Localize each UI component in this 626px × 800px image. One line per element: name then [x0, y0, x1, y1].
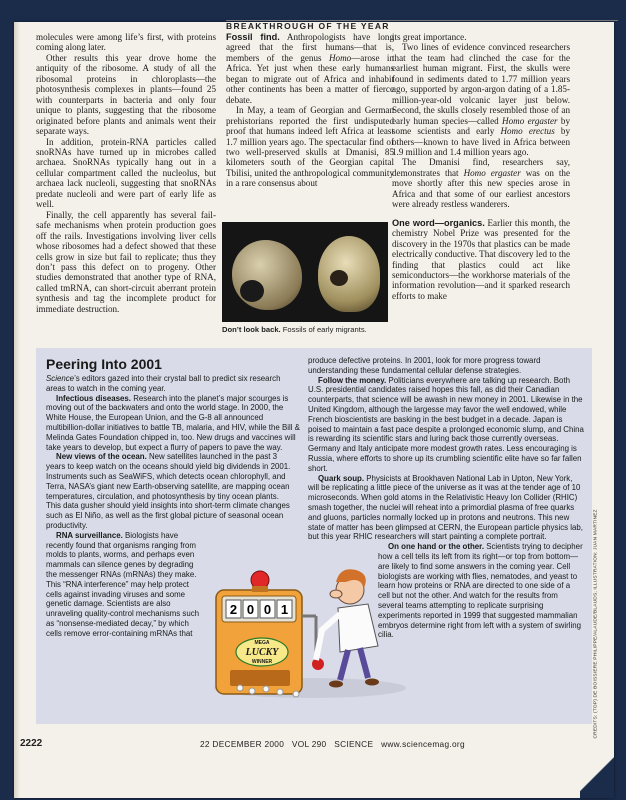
skull-eye-socket [330, 270, 348, 286]
shoe [365, 679, 379, 686]
text-run: Two lines of evidence convinced researchers that the team had clinched the case for the earliest human migrant. First, the skulls were found in sediments dated to 1.77 million years ago, supported by argon-argon dating of a 1.85-million-year-old volcanic layer just below. Second, the skulls closely resembled those of an early human species—called [392, 42, 570, 126]
lab-coat [338, 604, 378, 652]
text-run: Politicians everywhere are talking up research. Both U.S. presidential candidates raised hopes this fall, as did their Canadian counterparts, that science will be awash in new money in 2001. Likewise in the United Kingdom, although the largesse may favor the well endowed, while French bioscientists are basking in the best budget in a decade. Japan is poised to maintain a fast pace despite a prolonged economic slump, and China is rewarding its scientific stars and luring back those currently overseas. Germany and Italy anticipate more modest growth rates. Less encouraging is Russia, where efforts to shore up its crumbling scientific elite have so far fallen short. [308, 375, 584, 473]
text-run: Physicists at Brookhaven National Lab in Upton, New York, will be replicating a little piece of the universe as it was at the tender age of 10 microseconds. When gold atoms in the Relativistic Heavy Ion Collider (RHIC) smash together, the nuclei will reheat into a primordial plasma of free quarks and gluons, particles normally locked up in protons and neutrons. This new state of matter has been glimpsed at CERN, the European particle physics lab, but this year RHIC researchers will start painting a complete portrait. [308, 473, 584, 542]
running-header: BREAKTHROUGH OF THE YEAR [226, 21, 390, 31]
photo-credit [592, 509, 600, 740]
photo-caption [222, 325, 367, 334]
item-lead: On one hand or the other. [388, 542, 485, 552]
slot-machine-illustration [200, 560, 410, 700]
sidebar-intro [46, 374, 302, 394]
sidebar-item-infectious [46, 394, 302, 453]
text-run: by some scientists and early [392, 115, 570, 137]
text-run: The Dmanisi find, researchers say, demonstrates that [392, 157, 570, 178]
coin [237, 685, 243, 691]
page-gutter-shadow [14, 22, 20, 798]
genus-name: Homo [328, 52, 352, 63]
paragraph-organics [392, 218, 570, 302]
paragraph: molecules were among life’s first, with proteins coming along later. [36, 32, 216, 53]
counter-digit: 0 [263, 602, 272, 617]
text-run: ’s editors gazed into their crystal ball to predict six research areas to watch in the coming year. [46, 374, 281, 393]
sidebar-item-rna [46, 531, 202, 639]
article-column-2 [226, 32, 394, 189]
paragraph: In addition, protein-RNA particles called snoRNAs have turned up in microbes called archaea. SnoRNAs typically hang out in a cellular compartment called the nucleolus, but archaea lack nucleoli, suggesting that snoRNAs predate nucleoli and were part of early life as well. [36, 136, 216, 210]
text-run: Earlier this month, the chemistry Nobel Prize was presented for the discovery in the 1970s that plastics can be made electrically conductive. That discovery led to the finding that plastics could act like semiconductors—the workhorse materials of the information revolution—and it sparked research efforts to make [392, 217, 571, 301]
text-run: by others—known to have lived in Africa between 1.9 million and 1.4 million years ago. [392, 126, 570, 157]
item-lead: RNA surveillance. [56, 530, 123, 540]
counter-digit: 1 [280, 602, 289, 617]
scientist-legs [340, 648, 368, 680]
paragraph [392, 42, 570, 157]
counter-digit: 0 [246, 602, 255, 617]
species-name: Homo erectus [500, 126, 555, 137]
fossil-skull-2 [318, 236, 380, 312]
coin [263, 686, 269, 692]
section-lead-fossil-find: Fossil find. [226, 32, 280, 42]
text-run: New satellites launched in the past 3 years to keep watch on the oceans should yield big dividends in 2001. Instruments such as SeaWiFS, which detects ocean chlorophyll, and Terra, NASA’s giant new Earth-observing satellite, are mapping ocean temperatures, circulation, and photosynthesis by tiny ocean plants. This data gusher should yield insights into short-term climate changes such as El Niño, as well as the first global picture of seasonal ocean productivity. [46, 452, 291, 530]
text-run: Research into the planet’s major scourges is moving out of the backwaters and onto the world stage. In 2000, the White House, the European Union, and the G-8 all announced multibillion-dollar initiatives to battle TB, malaria, and HIV, while the Bill & Melinda Gates Foundation chipped in, too. New drugs and vaccines will take years to develop, but expect a flurry of papers to pave the way. [46, 393, 300, 452]
paragraph: produce defective proteins. In 2001, look for more progress toward understanding these fundamental cellular defense strategies. [308, 356, 541, 375]
paragraph-fossil-find [226, 32, 394, 105]
light-base [252, 586, 268, 592]
skull-eye-socket [240, 280, 264, 302]
page-corner-fold [580, 752, 614, 798]
shoe [329, 681, 343, 688]
sidebar-item-quark [308, 474, 584, 543]
article-column-3 [392, 32, 570, 301]
paragraph [392, 157, 570, 209]
sign-text-top: MEGA [254, 640, 270, 646]
item-lead: Quark soup. [318, 473, 365, 483]
caption-lead: Don’t look back. [222, 325, 281, 334]
paragraph: Finally, the cell apparently has several fail-safe mechanisms when protein production goes off the rails. Investigations involving liver cells whose ribosomes had a defect showed that these cells grow in size but fail to replicate; thus they don’t pass this defect on to progeny. Other studies demonstrated that another type of RNA, called tmRNA, can short-circuit aberrant protein synthesis and tag the incomplete product for immediate destruction. [36, 209, 216, 314]
fossil-skull-1 [232, 240, 302, 310]
sidebar-item-money [308, 376, 584, 474]
article-column-1 [36, 32, 216, 314]
sign-text-mid: LUCKY [245, 647, 279, 658]
paragraph: In May, a team of Georgian and German prehistorians reported the first undisputed proof that humans indeed left Africa at least 1.7 million years ago. The spectacular find of two well-preserved skulls at Dmanisi, 85 kilometers south of the Georgian capital Tbilisi, united the anthropological community in a rare consensus about [226, 105, 394, 189]
sidebar-title: Peering Into 2001 [46, 356, 162, 372]
text-run: was on the move shortly after this new species arose in Africa and that some of our earliest ancestors were already restless wanderers. [392, 167, 570, 210]
paragraph: Other results this year drove home the antiquity of the ribosome. A study of all the ribosomal proteins in chloroplasts—the photosynthesis complexes in plants—found 25 with counterparts in bacteria and only four unique to plants, suggesting that the ribosome originated before plants and animals went their separate ways. [36, 52, 216, 137]
skull-fossils-photo [222, 222, 388, 322]
text-run: Scientists trying to decipher how a cell tells its left from its right—or top from bottom—are likely to find some answers in the coming year. Cell biologists are working with flies, nematodes, and yeast to learn how proteins or RNA are directed to one side of a cell but not the other. And watch for the results from several teams attempting to replicate surprising experiments reported in 1999 that suggested mammalian embryos determine right from left with a system of swirling cilia. [378, 542, 583, 640]
sidebar-item-ocean [46, 452, 302, 530]
species-name: Homo ergaster [463, 167, 521, 178]
caption-text: Fossils of early migrants. [280, 325, 367, 334]
journal-name: Science [46, 374, 75, 383]
section-lead-organics: One word—organics. [392, 217, 485, 228]
text-run: —arose in Africa. Yet just when these early humans began to migrate out of Africa and inhabit other continents has been a matter of fierce debate. [226, 52, 394, 105]
issue-line: 22 DECEMBER 2000 VOL 290 SCIENCE www.sciencemag.org [200, 739, 465, 749]
sign-text-bottom: WINNER [251, 659, 273, 665]
item-lead: New views of the ocean. [56, 452, 147, 462]
item-lead: Infectious diseases. [56, 393, 131, 403]
credit-text: CREDITS: (TOP) DE BOISSIERE PHILIPPE/ALAUDE/BLAUDS; ILLUSTRATION: JUAN MARTINEZ [593, 509, 599, 739]
page-number: 2222 [20, 738, 43, 749]
coin [293, 691, 299, 697]
paragraph: its great importance. [392, 32, 467, 42]
coin [249, 688, 255, 694]
species-name: Homo ergaster [502, 115, 558, 126]
text-run: Biologists have recently found that organisms ranging from molds to plants, worms, and perhaps even mammals can silence genes by degrading the messenger RNAs (mRNAs) they make. This “RNA interference” may help protect cells against invading viruses and some genetic damage. Scientists are also unraveling quality-control mechanisms such as “nonsense-mediated decay,” by which cells remove error-containing mRNAs that [46, 530, 200, 638]
counter-digit: 2 [229, 602, 238, 617]
scientist-nose [330, 590, 342, 598]
scientist-arm [316, 614, 340, 660]
payout-tray [230, 670, 290, 686]
text-run: Anthropologists have long agreed that the first humans—that is, members of the genus [226, 32, 394, 63]
coin [277, 689, 283, 695]
item-lead: Follow the money. [318, 375, 387, 385]
